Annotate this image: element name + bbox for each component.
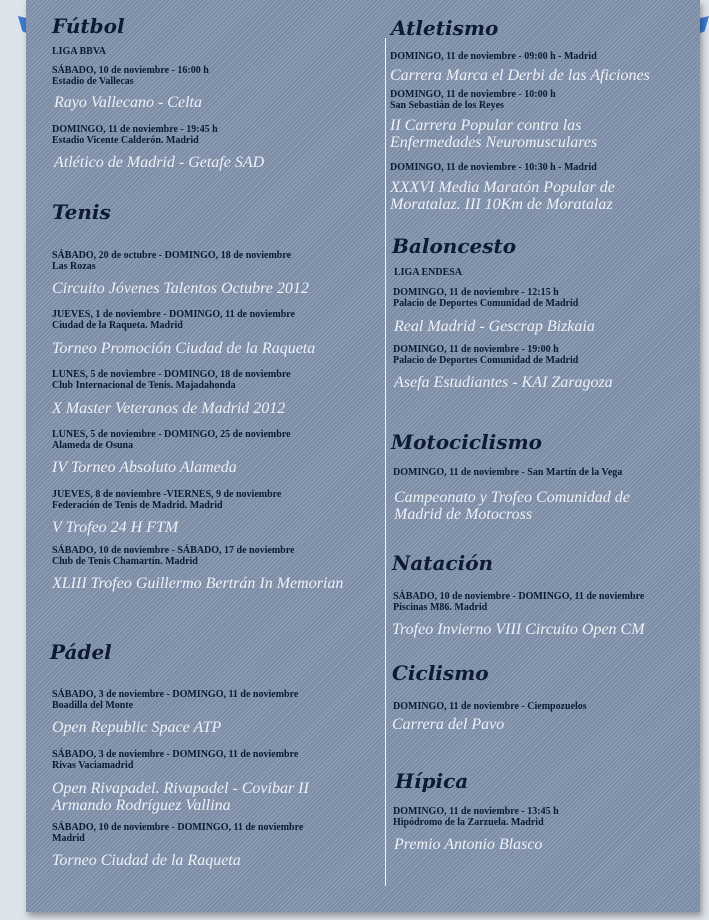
event-meta	[52, 250, 291, 272]
event-meta	[52, 124, 218, 146]
event-date: SÁBADO, 20 de octubre - DOMINGO, 18 de noviembre	[52, 250, 292, 261]
event-place: Club Internacional de Tenis. Majadahonda	[52, 380, 236, 391]
event-meta	[52, 822, 303, 844]
event-name	[390, 117, 597, 151]
league-label: LIGA ENDESA	[394, 267, 463, 278]
event-name	[394, 489, 630, 523]
event-meta	[52, 749, 298, 771]
event-name: Torneo Promoción Ciudad de la Raqueta	[52, 340, 316, 357]
event-meta	[390, 162, 597, 173]
event-place: Rivas Vaciamadrid	[52, 760, 134, 771]
event-meta	[393, 344, 578, 366]
event-place: Palacio de Deportes Comunidad de Madrid	[393, 298, 579, 309]
event-meta	[52, 309, 295, 331]
event-place: San Sebastián de los Reyes	[390, 100, 504, 111]
event-name: Carrera del Pavo	[392, 716, 505, 733]
event-date: LUNES, 5 de noviembre - DOMINGO, 18 de noviembre	[52, 369, 291, 380]
event-date: SÁBADO, 10 de noviembre - DOMINGO, 11 de noviembre	[393, 591, 645, 602]
event-name: Torneo Ciudad de la Raqueta	[52, 852, 241, 869]
event-name: Carrera Marca el Derbi de las Aficiones	[390, 67, 650, 84]
event-date: DOMINGO, 11 de noviembre - 09:00 h - Madrid	[390, 51, 597, 62]
event-date: SÁBADO, 10 de noviembre - 16:00 h	[52, 65, 209, 76]
event-meta	[52, 545, 294, 567]
event-meta	[393, 806, 559, 828]
event-name: Open Republic Space ATP	[52, 719, 222, 736]
event-meta	[393, 467, 622, 478]
event-date: DOMINGO, 11 de noviembre - 13:45 h	[393, 806, 559, 817]
event-meta	[52, 65, 209, 87]
section-heading: Atletismo	[391, 16, 499, 40]
event-name-line: Moratalaz. III 10Km de Moratalaz	[390, 196, 613, 213]
event-name: Asefa Estudiantes - KAI Zaragoza	[394, 374, 613, 391]
event-name: V Trofeo 24 H FTM	[52, 519, 179, 536]
event-name-line: XXXVI Media Maratón Popular de	[390, 179, 615, 196]
event-name: Premio Antonio Blasco	[394, 836, 543, 853]
event-place: Estadio Vicente Calderón. Madrid	[52, 135, 199, 146]
event-name-line: Armando Rodríguez Vallina	[52, 797, 231, 814]
section-heading: Fútbol	[52, 14, 125, 38]
section-heading: Baloncesto	[392, 234, 517, 258]
event-meta	[393, 591, 644, 613]
event-name: IV Torneo Absoluto Alameda	[52, 459, 237, 476]
section-heading: Natación	[392, 551, 494, 575]
event-meta	[390, 51, 597, 62]
event-date: DOMINGO, 11 de noviembre - Ciempozuelos	[393, 701, 587, 712]
event-date: DOMINGO, 11 de noviembre - 10:30 h - Madrid	[390, 162, 597, 173]
section-heading: Hípica	[395, 769, 469, 793]
event-name-line: Campeonato y Trofeo Comunidad de	[394, 489, 630, 506]
event-meta	[393, 701, 587, 712]
event-date: DOMINGO, 11 de noviembre - 10:00 h	[390, 89, 556, 100]
event-place: Estadio de Vallecas	[52, 76, 134, 87]
event-meta	[52, 689, 298, 711]
event-date: SÁBADO, 3 de noviembre - DOMINGO, 11 de noviembre	[52, 689, 299, 700]
event-date: SÁBADO, 10 de noviembre - SÁBADO, 17 de noviembre	[52, 545, 295, 556]
section-heading: Ciclismo	[392, 661, 489, 685]
event-date: DOMINGO, 11 de noviembre - 19:45 h	[52, 124, 218, 135]
event-name: Trofeo Invierno VIII Circuito Open CM	[392, 621, 645, 638]
event-name-line: II Carrera Popular contra las	[390, 117, 582, 134]
event-date: DOMINGO, 11 de noviembre - 12:15 h	[393, 287, 559, 298]
event-name: Rayo Vallecano - Celta	[54, 94, 202, 111]
event-name: X Master Veteranos de Madrid 2012	[52, 400, 286, 417]
event-place: Federación de Tenis de Madrid. Madrid	[52, 500, 223, 511]
event-name: Atlético de Madrid - Getafe SAD	[54, 154, 265, 171]
event-place: Boadilla del Monte	[52, 700, 134, 711]
event-name-line: Madrid de Motocross	[394, 506, 533, 523]
event-meta	[393, 287, 578, 309]
event-place: Alameda de Osuna	[52, 440, 134, 451]
league-label: LIGA BBVA	[52, 46, 107, 57]
event-date: SÁBADO, 3 de noviembre - DOMINGO, 11 de noviembre	[52, 749, 299, 760]
event-meta	[52, 489, 281, 511]
event-place: Palacio de Deportes Comunidad de Madrid	[393, 355, 579, 366]
event-meta	[390, 89, 556, 111]
event-name-line: Open Rivapadel. Rivapadel - Covibar II	[52, 780, 309, 797]
event-name: XLIII Trofeo Guillermo Bertrán In Memorian	[52, 575, 344, 592]
section-heading: Motociclismo	[391, 430, 542, 454]
event-date: JUEVES, 1 de noviembre - DOMINGO, 11 de noviembre	[52, 309, 295, 320]
event-name	[390, 179, 615, 213]
event-place: Club de Tenis Chamartín. Madrid	[52, 556, 198, 567]
event-name: Circuito Jóvenes Talentos Octubre 2012	[52, 280, 309, 297]
column-divider	[385, 38, 386, 886]
event-date: DOMINGO, 11 de noviembre - San Martín de la Vega	[393, 467, 623, 478]
event-place: Hipódromo de la Zarzuela. Madrid	[393, 817, 544, 828]
event-place: Piscinas M86. Madrid	[393, 602, 488, 613]
section-heading: Pádel	[50, 640, 112, 664]
event-meta	[52, 429, 291, 451]
event-date: LUNES, 5 de noviembre - DOMINGO, 25 de noviembre	[52, 429, 291, 440]
event-place: Ciudad de la Raqueta. Madrid	[52, 320, 183, 331]
event-name: Real Madrid - Gescrap Bizkaia	[394, 318, 595, 335]
event-place: Madrid	[52, 833, 85, 844]
event-name	[52, 780, 309, 814]
event-date: JUEVES, 8 de noviembre -VIERNES, 9 de noviembre	[52, 489, 282, 500]
event-name-line: Enfermedades Neuromusculares	[390, 134, 598, 151]
section-heading: Tenis	[52, 200, 111, 224]
event-place: Las Rozas	[52, 261, 96, 272]
event-meta	[52, 369, 291, 391]
event-date: DOMINGO, 11 de noviembre - 19:00 h	[393, 344, 559, 355]
event-date: SÁBADO, 10 de noviembre - DOMINGO, 11 de noviembre	[52, 822, 304, 833]
